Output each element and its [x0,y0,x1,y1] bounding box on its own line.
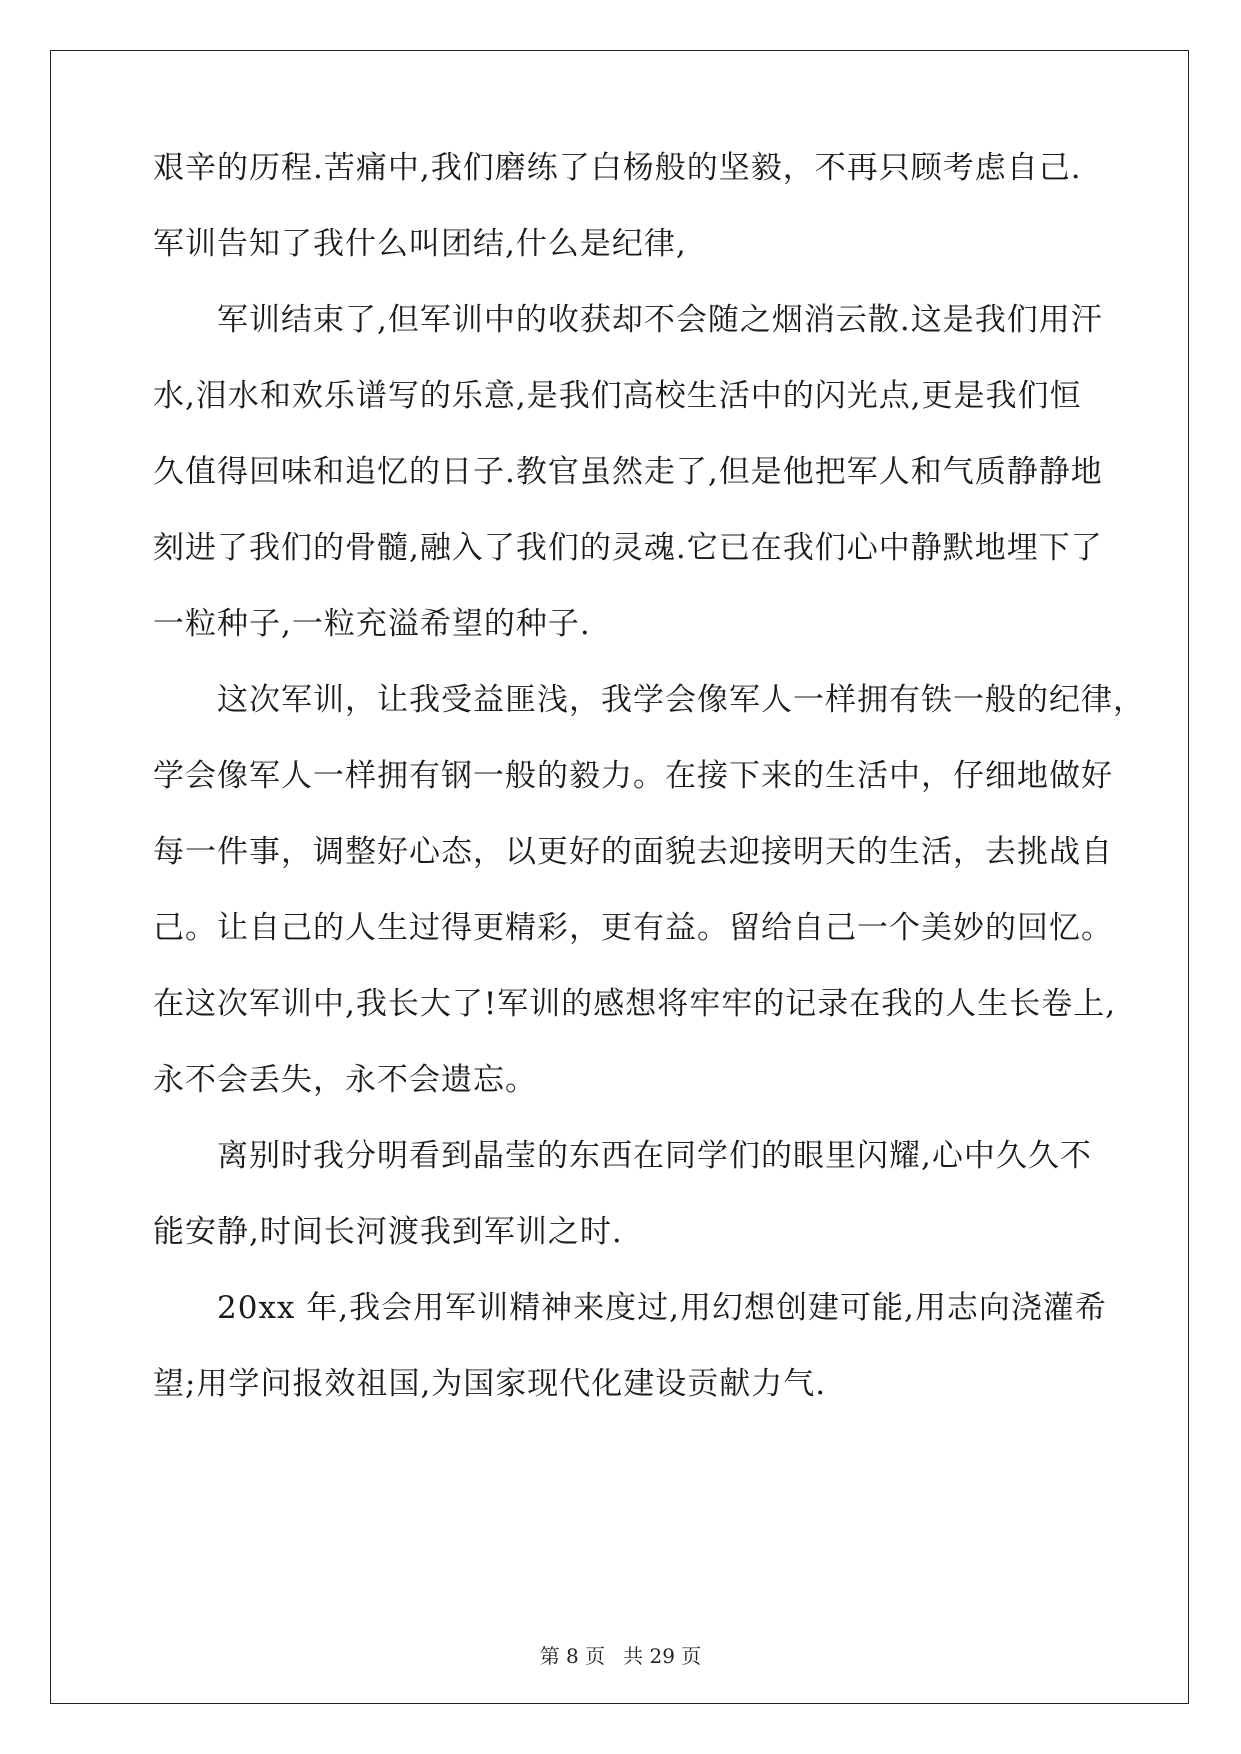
page-number: 第 8 页 [539,1644,606,1668]
page-footer [0,1644,1241,1668]
text-line: 己。让自己的人生过得更精彩，更有益。留给自己一个美妙的回忆。 [153,910,1113,946]
text-line: 能安静,时间长河渡我到军训之时. [153,1214,623,1250]
text-line: 艰辛的历程.苦痛中,我们磨练了白杨般的坚毅，不再只顾考虑自己. [153,150,1082,186]
text-line: 军训告知了我什么叫团结,什么是纪律, [153,226,687,262]
page-total: 共 29 页 [623,1644,702,1668]
text-line: 20xx 年,我会用军训精神来度过,用幻想创建可能,用志向浇灌希 [153,1290,1107,1326]
text-line: 这次军训，让我受益匪浅，我学会像军人一样拥有铁一般的纪律， [153,682,1145,718]
text-line: 离别时我分明看到晶莹的东西在同学们的眼里闪耀,心中久久不 [153,1138,1092,1174]
page-border [50,50,1189,1704]
text-line: 水,泪水和欢乐谱写的乐意,是我们高校生活中的闪光点,更是我们恒 [153,378,1082,414]
text-line: 学会像军人一样拥有钢一般的毅力。在接下来的生活中，仔细地做好 [153,758,1113,794]
text-line: 在这次军训中,我长大了!军训的感想将牢牢的记录在我的人生长卷上, [153,986,1117,1022]
text-line: 永不会丢失，永不会遗忘。 [153,1062,537,1098]
text-line: 久值得回味和追忆的日子.教官虽然走了,但是他把军人和气质静静地 [153,454,1103,490]
text-line: 刻进了我们的骨髓,融入了我们的灵魂.它已在我们心中静默地埋下了 [153,530,1103,566]
text-line: 军训结束了,但军训中的收获却不会随之烟消云散.这是我们用汗 [153,302,1103,338]
text-line: 一粒种子,一粒充溢希望的种子. [153,606,591,642]
text-line: 每一件事，调整好心态，以更好的面貌去迎接明天的生活，去挑战自 [153,834,1113,870]
text-line: 望;用学问报效祖国,为国家现代化建设贡献力气. [153,1366,827,1402]
